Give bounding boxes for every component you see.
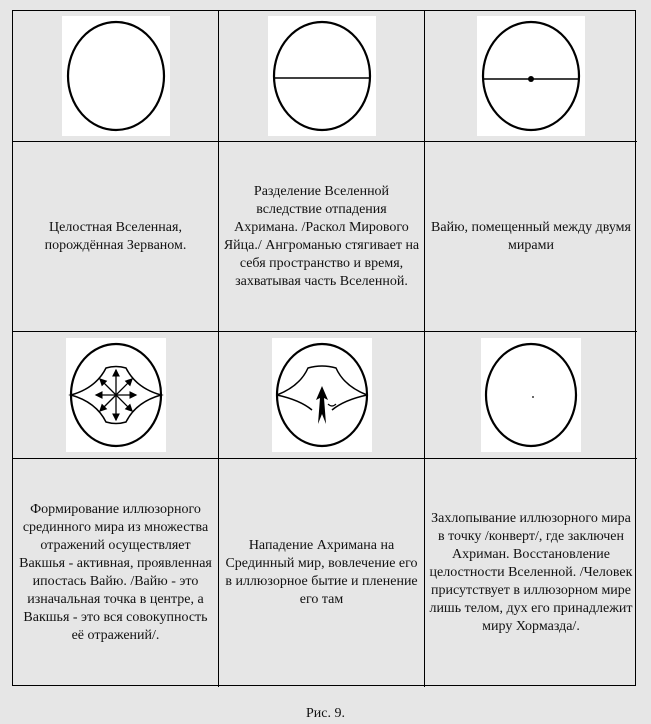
- caption-ahriman-attack: Нападение Ахримана на Срединный мир, вовлечение его в иллюзорное бытие и пленение его там: [225, 538, 418, 607]
- caption-universe-division: Разделение Вселенной вследствие отпадения Ахримана. /Раскол Мирового Яйца./ Ангроманью стягивает на себя пространство и время, захватывая часть Вселенной.: [223, 183, 420, 289]
- figure-caption: Рис. 9.: [306, 706, 345, 721]
- caption-whole-universe: Целостная Вселенная, порождённая Зерваном.: [44, 219, 187, 253]
- figure-table: [12, 10, 636, 686]
- cell-egg-closed: [425, 332, 637, 459]
- cell-text-5: [219, 459, 425, 687]
- caption-vayu: Вайю, помещенный между двумя мирами: [431, 219, 631, 253]
- cell-text-6: [425, 459, 637, 687]
- cell-egg-reflections: [13, 332, 219, 459]
- split-egg-drawing: [268, 16, 376, 136]
- cell-text-2: [219, 142, 425, 332]
- cell-egg-split: [219, 11, 425, 142]
- closed-egg-drawing: [481, 338, 581, 452]
- cell-text-1: [13, 142, 219, 332]
- whole-egg-drawing: [62, 16, 170, 136]
- cell-text-4: [13, 459, 219, 687]
- cell-egg-whole: [13, 11, 219, 142]
- cell-text-3: [425, 142, 637, 332]
- cell-egg-point: [425, 11, 637, 142]
- attack-drawing: [272, 338, 372, 452]
- caption-world-closing: Захлопывание иллюзорного мира в точку /конверт/, где заключен Ахриман. Восстановление целостности Вселенной. /Человек присутствует в иллюзорном мире лишь телом, дух его принадлежит миру Хормазда/.: [429, 511, 633, 634]
- reflections-drawing: [66, 338, 166, 452]
- cell-egg-attack: [219, 332, 425, 459]
- caption-illusory-world: Формирование иллюзорного срединного мира из множества отражений осуществляет Вакшья - активная, проявленная ипостась Вайю. /Вайю - это изначальная точка в центре, а Вакшья - это вся совокупность её отражений/.: [19, 502, 212, 643]
- egg-with-point-drawing: [477, 16, 585, 136]
